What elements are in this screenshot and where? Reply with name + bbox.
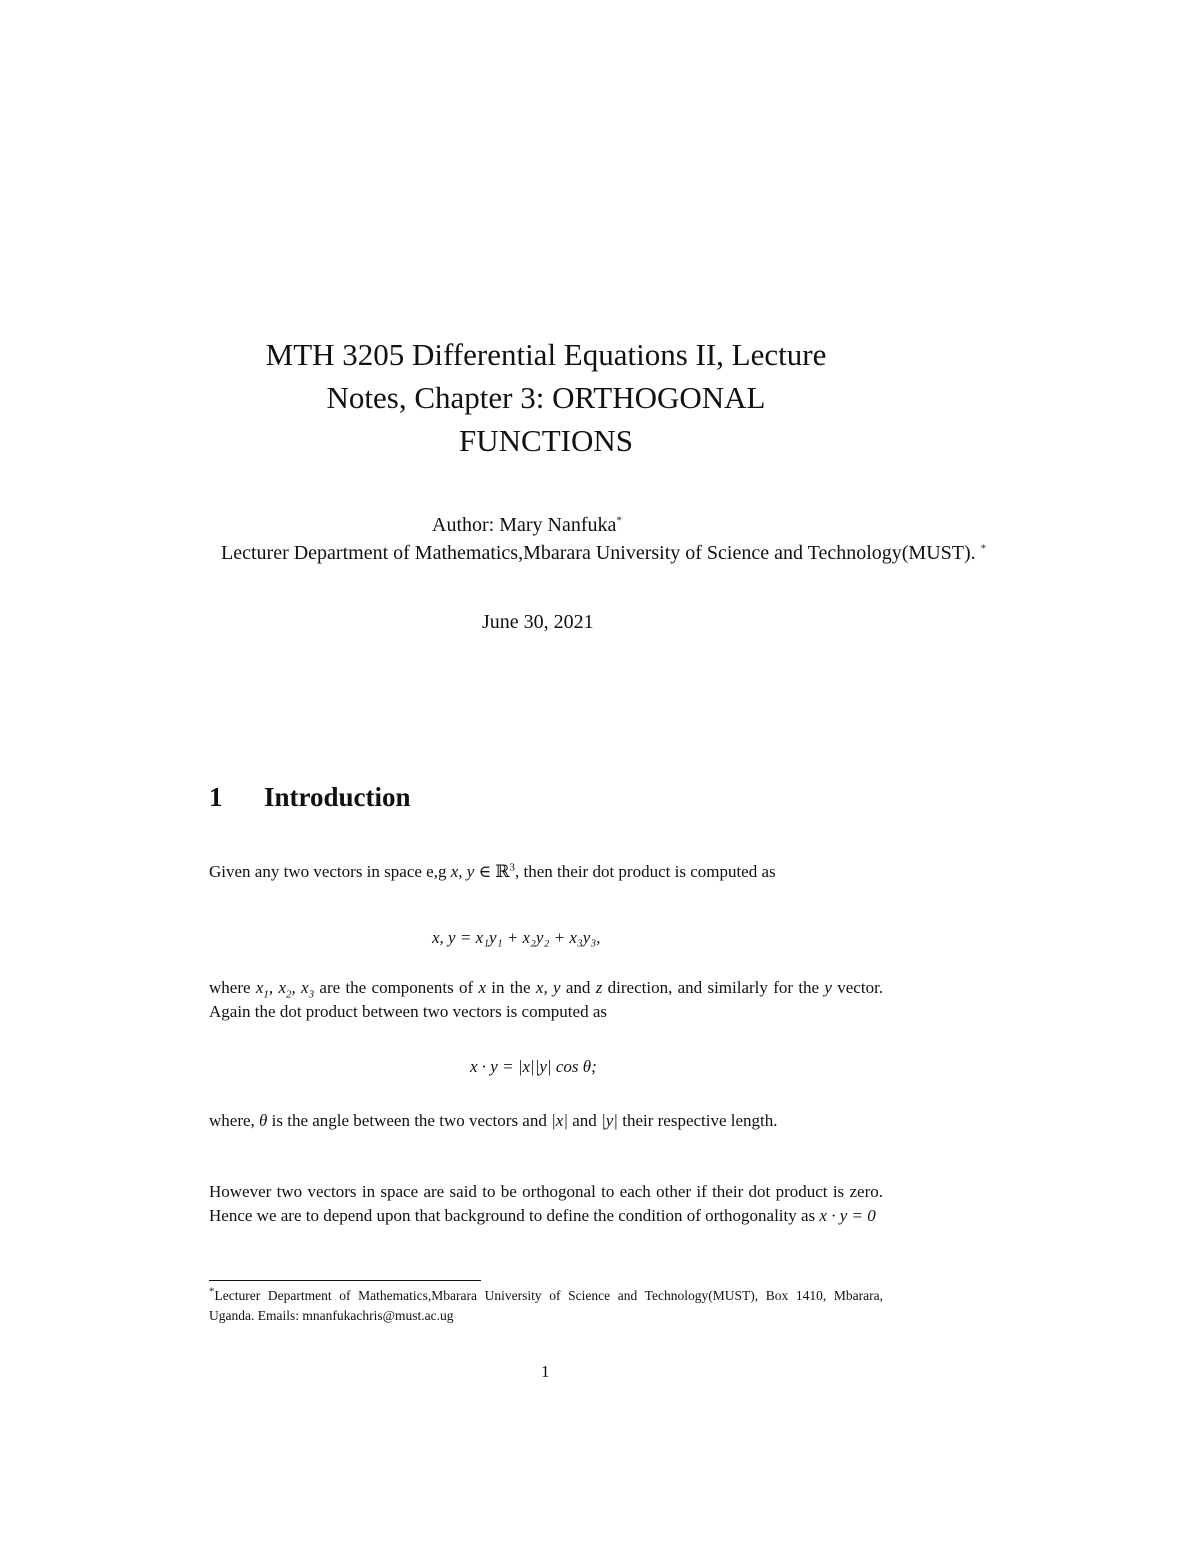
para1-text-b: , then their dot product is computed as [515,862,776,881]
para3-text-b: is the angle between the two vectors and [267,1111,552,1130]
author [432,514,622,537]
title-line-3: FUNCTIONS [459,423,633,458]
affiliation [221,542,986,565]
title-line-1: MTH 3205 Differential Equations II, Lecture [265,337,827,372]
math-components: $x_1$, $x_2$, $x_3$ [255,978,315,1001]
section-number: 1 [209,782,223,812]
footnote [209,1286,883,1326]
orthogonality-condition: x · y = 0 [819,1206,876,1225]
page-number: 1 [541,1362,550,1381]
author-footnote-mark: * [616,514,622,527]
para2-text-a: where [209,978,256,997]
para2-text-f: vector. Again the dot product between two vectors is computed as [209,978,884,1021]
footnote-rule [209,1280,481,1281]
para2-text-e: direction, and similarly for the [602,978,825,997]
footnote-mark: * [209,1285,215,1298]
affiliation-footnote-mark: * [980,542,987,555]
para3-text-c: and [568,1111,602,1130]
footnote-text: Lecturer Department of Mathematics,Mbarara University of Science and Technology(MUST), Box 1410, Mbarara, Uganda. Emails: mnanfukachris@must.ac.ug [209,1288,883,1323]
author-name: Author: Mary Nanfuka [432,514,617,536]
paragraph-4 [209,1180,883,1228]
section-title: Introduction [264,782,411,812]
paragraph-3: where, θ is the angle between the two vectors and |x| and |y| their respective length. [209,1111,778,1130]
title-line-2: Notes, Chapter 3: ORTHOGONAL [326,380,766,415]
para3-text-a: where, [209,1111,260,1130]
paragraph-2: where $x_1$, $x_2$, $x_3$ are the components of x in the x, y and z direction, and similarly for the y vector. Again the dot product between two vectors is computed as [209,978,884,1021]
affiliation-text: Lecturer Department of Mathematics,Mbarara University of Science and Technology(MUST). [221,542,976,564]
date: June 30, 2021 [482,611,594,633]
math-x-y-in-r3: x, y [450,862,475,881]
para3-text-d: their respective length. [617,1111,778,1130]
section-heading [209,782,411,813]
paragraph-1: Given any two vectors in space e,g x, y ∈ ℝ$^3$, then their dot product is computed as [209,861,776,881]
para2-text-b: are the components of [314,978,479,997]
para2-text-d: and [560,978,596,997]
para2-text-c: in the [486,978,536,997]
equation-2: x · y = |x||y| cos θ; [470,1057,597,1076]
para4-text-a: However two vectors in space are said to be orthogonal to each other if their dot product is zero. Hence we are to depend upon that background to define the condition of orthogonality as [209,1182,883,1225]
equation-1: x, y = x₁y₁ + x₂y₂ + x₃y₃, [432,928,601,947]
para1-text-a: Given any two vectors in space e,g [209,862,451,881]
